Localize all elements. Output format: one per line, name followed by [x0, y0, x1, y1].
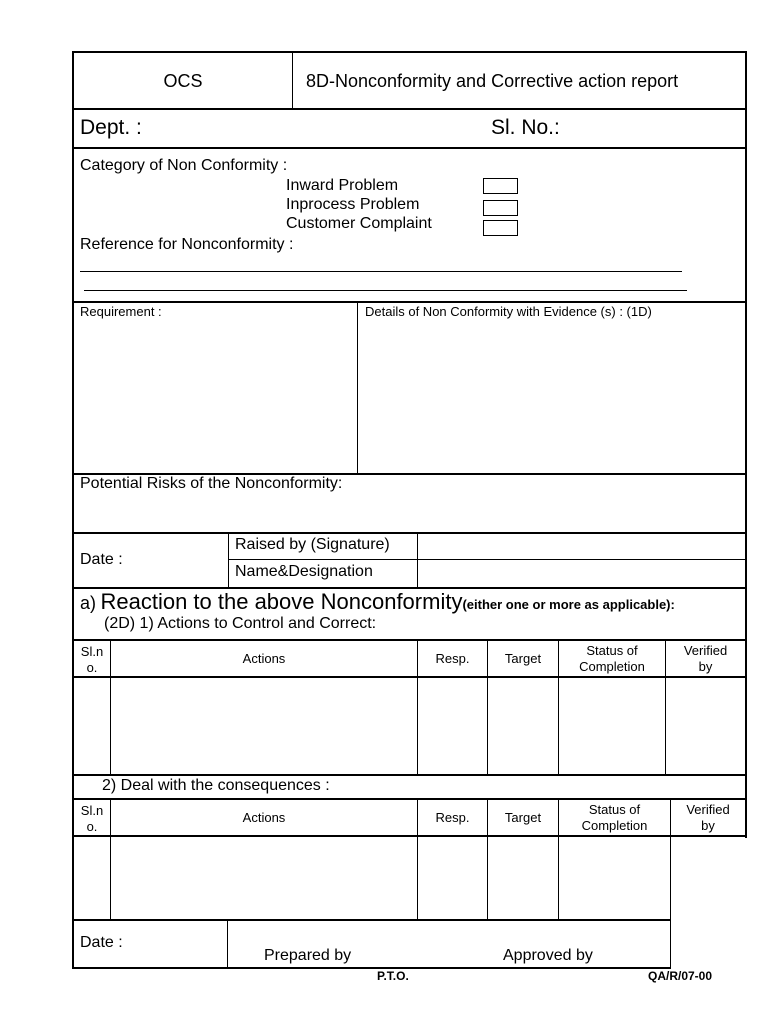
reaction-heading — [80, 591, 675, 613]
frame-bottom — [72, 967, 671, 969]
risks-field[interactable] — [74, 495, 745, 531]
category-label: Category of Non Conformity : — [80, 157, 288, 174]
pto-label: P.T.O. — [377, 969, 409, 983]
frame-right — [745, 51, 747, 838]
t2-status-l1: Status of — [588, 802, 641, 817]
category-bottom-line — [72, 301, 747, 303]
org-name: OCS — [163, 71, 203, 91]
raised-name-label: Name&Designation — [235, 563, 373, 580]
option-inward: Inward Problem — [286, 177, 399, 194]
t2-header-actions: Actions — [242, 810, 286, 825]
t1-header-actions: Actions — [242, 651, 286, 666]
requirement-field[interactable] — [74, 322, 357, 472]
t1-header-status — [559, 643, 665, 675]
t2-header-slno — [74, 803, 110, 835]
t1-body-row[interactable] — [74, 678, 745, 774]
t1-slno-l2: o. — [86, 660, 98, 675]
details-label: Details of Non Conformity with Evidence (s) : (1D) — [365, 304, 652, 319]
reaction-prefix: a) — [80, 593, 97, 613]
t1-verified-l1: Verified — [683, 643, 728, 658]
approved-by-label: Approved by — [503, 947, 593, 964]
checkbox-inward[interactable] — [483, 178, 518, 194]
header-bottom-line — [72, 108, 747, 110]
t2-body-row[interactable] — [74, 837, 670, 919]
t1-slno-l1: Sl.n — [80, 644, 104, 659]
t1-status-l1: Status of — [586, 643, 638, 658]
checkbox-customer[interactable] — [483, 220, 518, 236]
t2-header-resp: Resp. — [435, 810, 470, 825]
checkbox-inprocess[interactable] — [483, 200, 518, 216]
raised-divider-1 — [228, 533, 229, 588]
t1-status-l2: Completion — [579, 659, 645, 674]
reference-line-2[interactable] — [84, 290, 687, 291]
t1-verified-l2: by — [698, 659, 713, 674]
t2-verified-l1: Verified — [686, 802, 730, 817]
dept-label: Dept. : — [80, 116, 142, 139]
requirement-label: Requirement : — [80, 304, 162, 319]
t1-header-target: Target — [504, 651, 542, 666]
reaction-sub2: 2) Deal with the consequences : — [102, 777, 330, 794]
table1-top-line — [72, 639, 747, 641]
header-divider — [292, 51, 293, 109]
frame-top — [72, 51, 747, 53]
doc-code: QA/R/07-00 — [648, 969, 713, 983]
reference-label: Reference for Nonconformity : — [80, 236, 294, 253]
option-customer: Customer Complaint — [286, 215, 432, 232]
slno-label: Sl. No.: — [491, 116, 560, 139]
t2-verified-l2: by — [701, 818, 715, 833]
signature-field[interactable] — [418, 534, 745, 559]
t2-header-status — [559, 802, 670, 834]
raised-date-label: Date : — [80, 551, 123, 568]
footer-date-label: Date : — [80, 934, 123, 951]
t1-bottom-line — [72, 774, 747, 776]
prepared-by-label: Prepared by — [264, 947, 352, 964]
t1-header-slno — [74, 644, 110, 676]
t2-slno-l2: o. — [86, 819, 98, 834]
t2-header-target: Target — [504, 810, 542, 825]
reaction-note: (either one or more as applicable): — [462, 597, 675, 612]
footer-divider — [227, 920, 228, 968]
details-field[interactable] — [358, 322, 745, 472]
report-title: 8D-Nonconformity and Corrective action report — [306, 71, 679, 91]
option-inprocess: Inprocess Problem — [286, 196, 420, 213]
name-designation-field[interactable] — [418, 560, 745, 587]
raised-signature-label: Raised by (Signature) — [235, 536, 390, 553]
t2-header-verified — [671, 802, 745, 834]
dept-bottom-line — [72, 147, 747, 149]
reaction-sub1: (2D) 1) Actions to Control and Correct: — [104, 615, 377, 632]
t1-header-verified — [666, 643, 745, 675]
reaction-title: Reaction to the above Nonconformity — [100, 589, 463, 614]
t2-bottom-line — [72, 919, 671, 921]
t1-header-resp: Resp. — [435, 651, 470, 666]
reference-line-1[interactable] — [80, 271, 682, 272]
t2-slno-l1: Sl.n — [80, 803, 104, 818]
table2-top-line — [72, 798, 747, 800]
risks-label: Potential Risks of the Nonconformity: — [80, 475, 343, 492]
t2-status-l2: Completion — [581, 818, 648, 833]
